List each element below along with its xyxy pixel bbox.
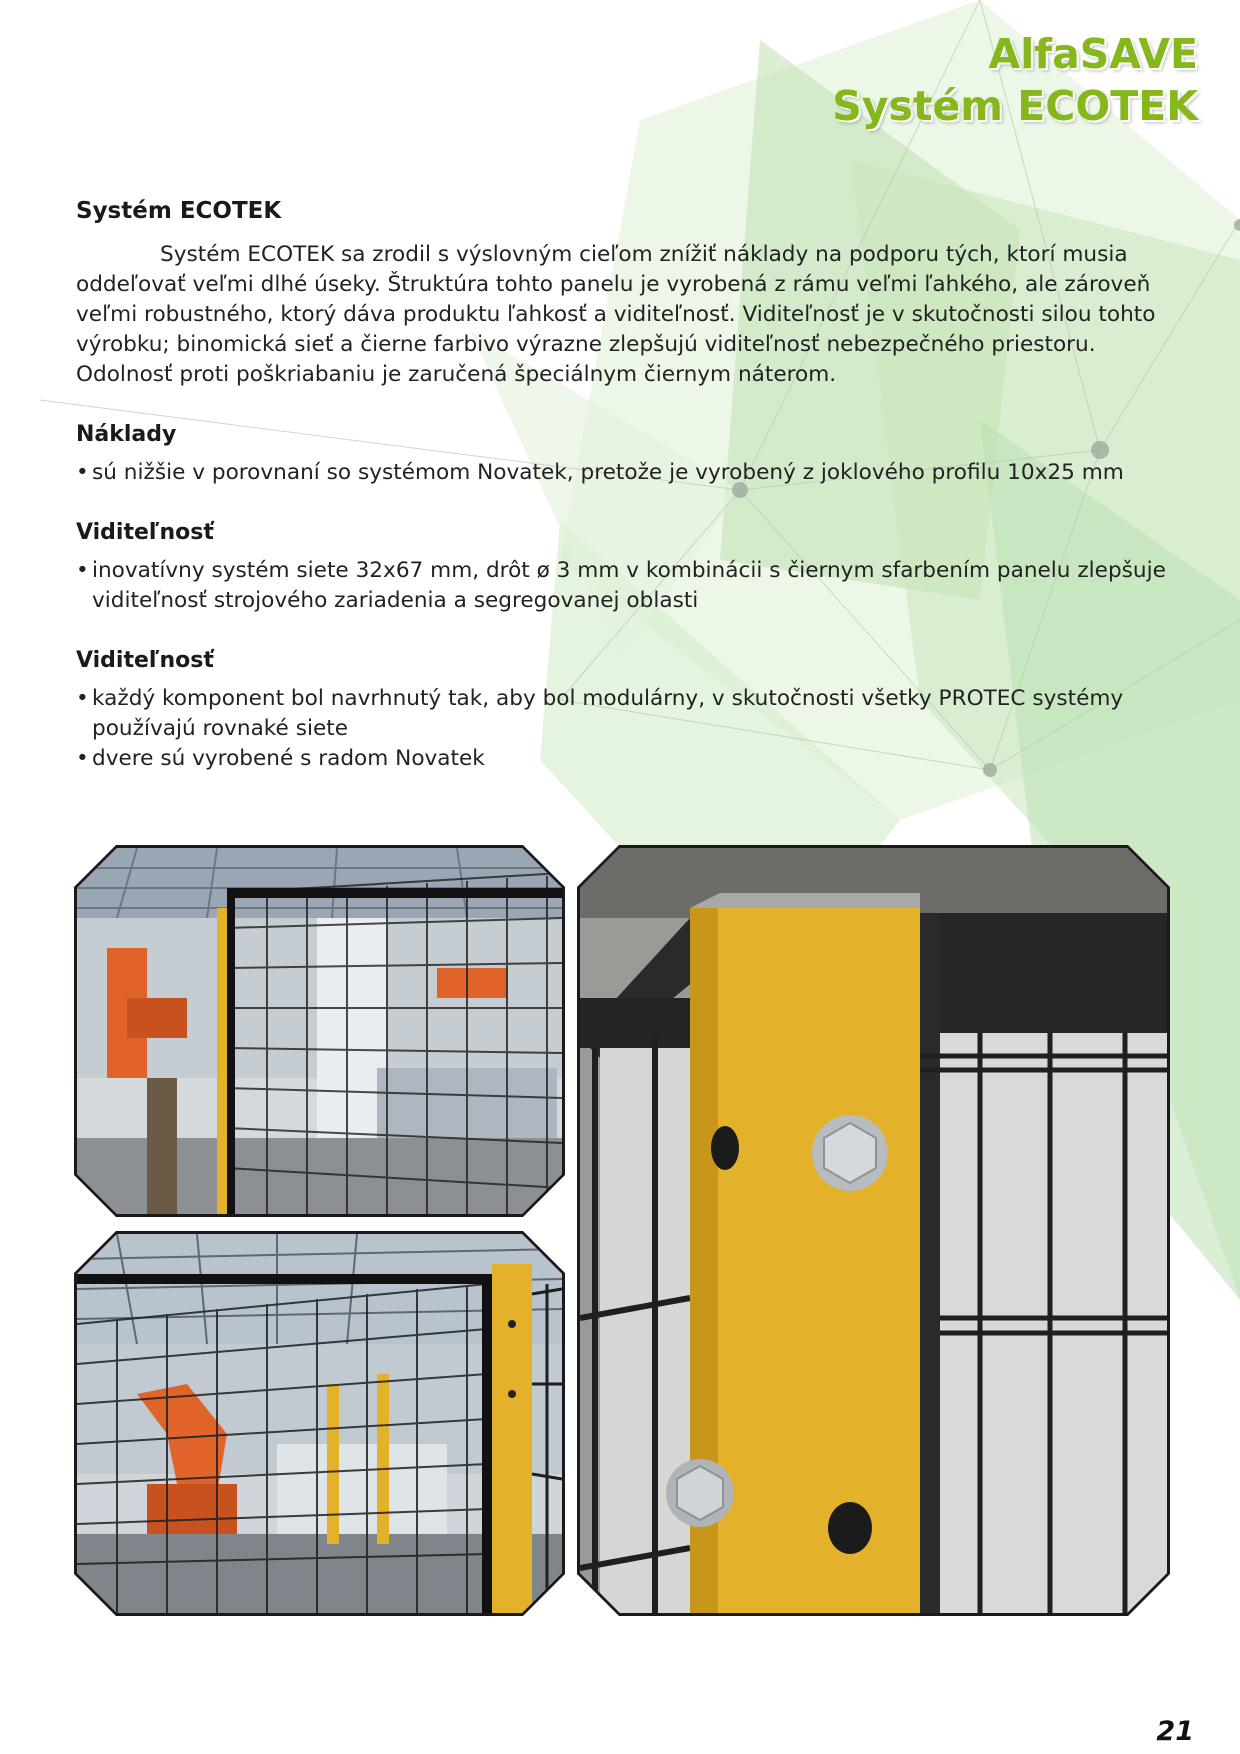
- photo-factory-fence-1: [74, 845, 565, 1217]
- list-item-text: sú nižšie v porovnaní so systémom Novatek, pretože je vyrobený z joklového profilu 10x25 mm: [92, 460, 1124, 485]
- bullet-icon: •: [76, 686, 89, 711]
- intro-paragraph: Systém ECOTEK sa zrodil s výslovným cieľom znížiť náklady na podporu tých, ktorí musia oddeľovať veľmi dlhé úseky. Štruktúra tohto panelu je vyrobená z rámu veľmi ľahkého, ale zároveň veľmi robustného, ktorý dáva produktu ľahkosť a viditeľnosť. Viditeľnosť je v skutočnosti silou tohto výrobku; binomická sieť a čierne farbivo výrazne zlepšujú viditeľnosť nebezpečného priestoru. Odolnosť proti poškriabaniu je zaručená špeciálnym čiernym náterom.: [76, 242, 1156, 387]
- header-brand: AlfaSAVE: [988, 30, 1198, 78]
- photo-factory-fence-2: [74, 1231, 565, 1616]
- document-header: [832, 28, 1198, 132]
- main-content: [76, 196, 1166, 774]
- section-heading: Viditeľnosť: [76, 520, 214, 545]
- list-item: [76, 744, 1166, 774]
- section-visibility: [76, 518, 1166, 616]
- section-costs: [76, 420, 1166, 488]
- section-heading: Viditeľnosť: [76, 648, 214, 673]
- bullet-icon: •: [76, 460, 89, 485]
- section-title: Systém ECOTEK: [76, 198, 282, 224]
- list-item: [76, 556, 1166, 616]
- list-item: [76, 458, 1166, 488]
- list-item-text: inovatívny systém siete 32x67 mm, drôt ø 3 mm v kombinácii s čiernym sfarbením panelu zlepšuje viditeľnosť strojového zariadenia a segregovanej oblasti: [92, 558, 1166, 613]
- photo-post-closeup: [577, 845, 1170, 1616]
- bullet-list: [76, 684, 1166, 774]
- bullet-icon: •: [76, 558, 89, 583]
- list-item: [76, 684, 1166, 744]
- section-visibility-2: [76, 646, 1166, 774]
- list-item-text: každý komponent bol navrhnutý tak, aby bol modulárny, v skutočnosti všetky PROTEC systémy používajú rovnaké siete: [92, 686, 1124, 741]
- bullet-list: [76, 458, 1166, 488]
- list-item-text: dvere sú vyrobené s radom Novatek: [92, 746, 485, 771]
- header-system-name: Systém ECOTEK: [832, 82, 1198, 130]
- page-number: 21: [1156, 1716, 1194, 1747]
- bullet-list: [76, 556, 1166, 616]
- bullet-icon: •: [76, 746, 89, 771]
- section-heading: Náklady: [76, 422, 177, 447]
